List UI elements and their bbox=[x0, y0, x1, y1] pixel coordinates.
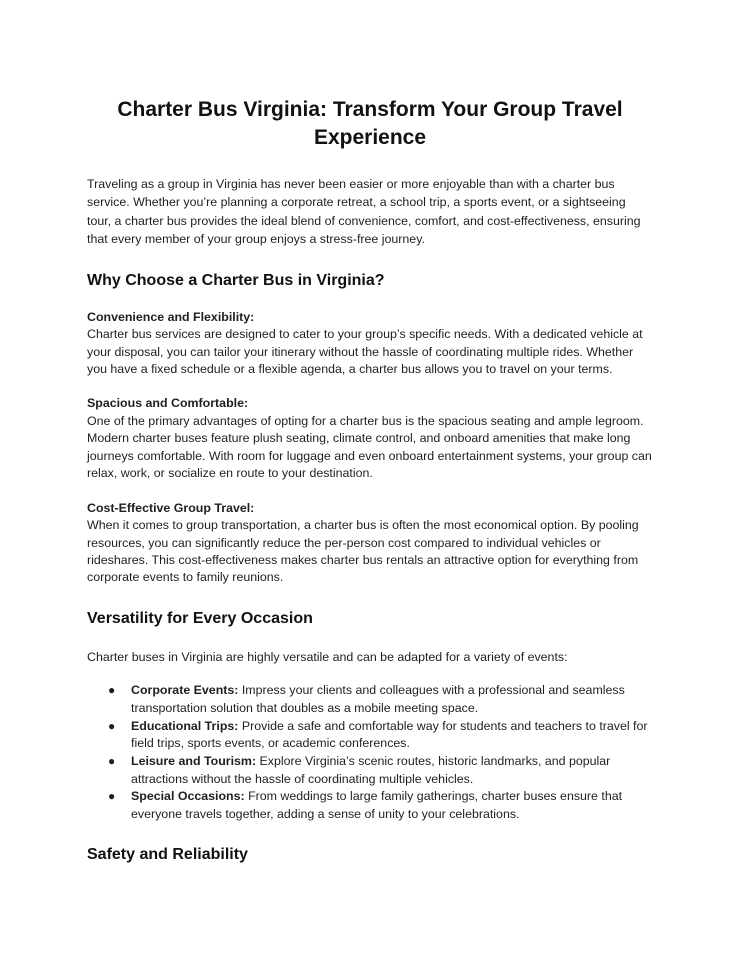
section-heading-why: Why Choose a Charter Bus in Virginia? bbox=[87, 271, 385, 289]
list-item-text: Explore Virginia’s scenic routes, historic landmarks, and popular attractions without the hassle of coordinating multiple vehicles. bbox=[131, 754, 611, 786]
intro-paragraph: Traveling as a group in Virginia has never been easier or more enjoyable than with a charter bus service. Whether you’re planning a corporate retreat, a school trip, a sports event, or a sightseeing tour, a charter bus provides the ideal blend of convenience, comfort, and cost-effectiveness, ensuring that every member of your group enjoys a stress-free journey. bbox=[87, 177, 641, 247]
why-item-text: When it comes to group transportation, a charter bus is often the most economical option. By pooling resources, you can significantly reduce the per-person cost compared to individual vehicles or rideshares. This cost-effectiveness makes charter bus rentals an attractive option for everything from corporate events to family reunions. bbox=[87, 518, 639, 585]
bullet-icon: ● bbox=[108, 789, 116, 804]
list-item-label: Corporate Events: bbox=[131, 683, 239, 698]
why-item-title: Convenience and Flexibility: bbox=[87, 309, 255, 324]
list-item bbox=[87, 718, 653, 753]
list-item-label: Special Occasions: bbox=[131, 789, 245, 804]
occasions-list bbox=[87, 682, 653, 823]
bullet-icon: ● bbox=[108, 683, 116, 698]
why-item-text: One of the primary advantages of opting for a charter bus is the spacious seating and ample legroom. Modern charter buses feature plush seating, climate control, and onboard amenities that make long journeys comfortable. With room for luggage and even onboard entertainment systems, your group can relax, work, or socialize en route to your destination. bbox=[87, 414, 652, 481]
why-item-title: Spacious and Comfortable: bbox=[87, 396, 249, 411]
section-heading-versatility: Versatility for Every Occasion bbox=[87, 609, 313, 627]
list-item-label: Leisure and Tourism: bbox=[131, 754, 257, 769]
why-item-convenience bbox=[87, 309, 653, 379]
bullet-icon: ● bbox=[108, 718, 116, 733]
list-item-text: Impress your clients and colleagues with a professional and seamless transportation solution that doubles as a mobile meeting space. bbox=[131, 683, 625, 715]
versatility-intro: Charter buses in Virginia are highly versatile and can be adapted for a variety of events: bbox=[87, 649, 568, 664]
why-section bbox=[87, 309, 653, 587]
list-item bbox=[87, 753, 653, 788]
why-item-text: Charter bus services are designed to cater to your group’s specific needs. With a dedicated vehicle at your disposal, you can tailor your itinerary without the hassle of coordinating multiple rides. Whether you have a fixed schedule or a flexible agenda, a charter bus allows you to travel on your terms. bbox=[87, 327, 643, 377]
page-title: Charter Bus Virginia: Transform Your Group Travel Experience bbox=[117, 98, 623, 149]
why-item-cost bbox=[87, 500, 653, 587]
bullet-icon: ● bbox=[108, 754, 116, 769]
list-item-text: From weddings to large family gatherings, charter buses ensure that everyone travels together, adding a sense of unity to your celebrations. bbox=[131, 789, 623, 821]
document-page bbox=[87, 96, 653, 865]
list-item-text: Provide a safe and comfortable way for students and teachers to travel for field trips, sports events, or academic conferences. bbox=[131, 718, 648, 751]
section-heading-safety: Safety and Reliability bbox=[87, 846, 248, 864]
list-item bbox=[87, 788, 653, 823]
list-item bbox=[87, 682, 653, 717]
why-item-spacious bbox=[87, 395, 653, 482]
list-item-label: Educational Trips: bbox=[131, 718, 239, 733]
why-item-title: Cost-Effective Group Travel: bbox=[87, 500, 255, 515]
